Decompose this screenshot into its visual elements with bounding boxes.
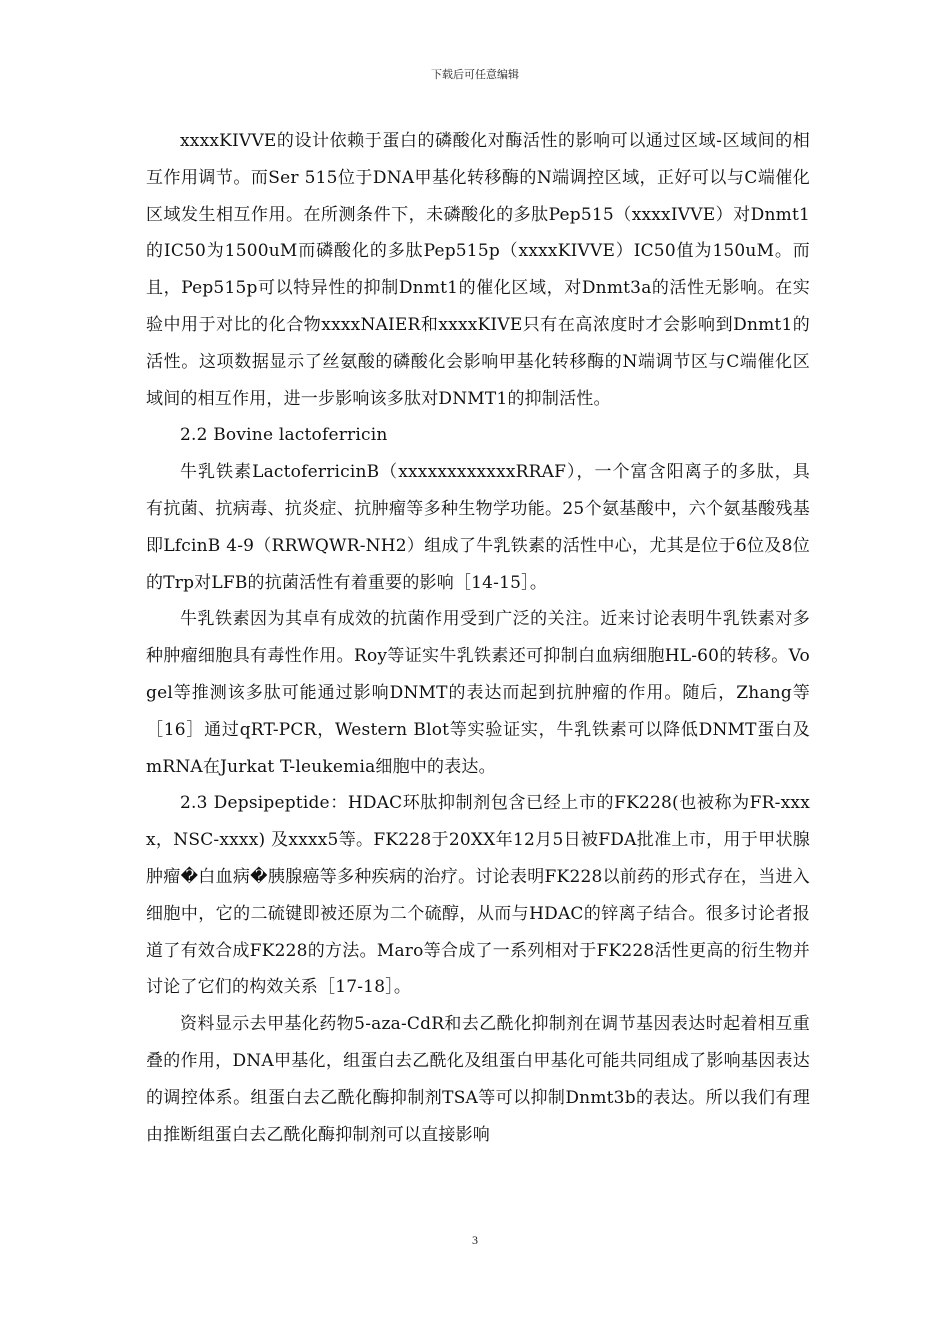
paragraph-depsipeptide: 2.3 Depsipeptide：HDAC环肽抑制剂包含已经上市的FK228(也被称为FR-xxxx，NSC-xxxx) 及xxxx5等。FK228于20XX年12月5日被FDA批准上市，用于甲状腺肿瘤�白血病�胰腺癌等多种疾病的治疗。讨论表明FK228以前药的形式存在，当进入细胞中，它的二硫键即被还原为二个硫醇，从而与HDAC的锌离子结合。很多讨论者报道了有效合成FK228的方法。Maro等合成了一系列相对于FK228活性更高的衍生物并讨论了它们的构效关系［17-18］。	[146, 793, 810, 998]
page-header: 下载后可任意编辑	[431, 68, 519, 81]
paragraph-lactoferricin-antitumor: 牛乳铁素因为其卓有成效的抗菌作用受到广泛的关注。近来讨论表明牛乳铁素对多种肿瘤细胞具有毒性作用。Roy等证实牛乳铁素还可抑制白血病细胞HL-60的转移。Vogel等推测该多肽可能通过影响DNMT的表达而起到抗肿瘤的作用。随后，Zhang等［16］通过qRT-PCR，Western Blot等实验证实，牛乳铁素可以降低DNMT蛋白及mRNA在Jurkat T-leukemia细胞中的表达。	[146, 609, 810, 777]
section-heading-2-2: 2.2 Bovine lactoferricin	[180, 425, 388, 446]
paragraph-demethylation: 资料显示去甲基化药物5-aza-CdR和去乙酰化抑制剂在调节基因表达时起着相互重叠的作用，DNA甲基化，组蛋白去乙酰化及组蛋白甲基化可能共同组成了影响基因表达的调控体系。组蛋白去乙酰化酶抑制剂TSA等可以抑制Dnmt3b的表达。所以我们有理由推断组蛋白去乙酰化酶抑制剂可以直接影响	[146, 1014, 810, 1145]
paragraph-lactoferricin-intro: 牛乳铁素LactoferricinB（xxxxxxxxxxxxRRAF），一个富含阳离子的多肽，具有抗菌、抗病毒、抗炎症、抗肿瘤等多种生物学功能。25个氨基酸中，六个氨基酸残基即LfcinB 4-9（RRWQWR-NH2）组成了牛乳铁素的活性中心，尤其是位于6位及8位的Trp对LFB的抗菌活性有着重要的影响［14-15］。	[146, 462, 810, 593]
document-body	[146, 123, 810, 1153]
paragraph-peptide-515: xxxxKIVVE的设计依赖于蛋白的磷酸化对酶活性的影响可以通过区域-区域间的相互作用调节。而Ser 515位于DNA甲基化转移酶的N端调控区域，正好可以与C端催化区域发生相互作用。在所测条件下，未磷酸化的多肽Pep515（xxxxIVVE）对Dnmt1的IC50为1500uM而磷酸化的多肽Pep515p（xxxxKIVVE）IC50值为150uM。而且，Pep515p可以特异性的抑制Dnmt1的催化区域，对Dnmt3a的活性无影响。在实验中用于对比的化合物xxxxNAIER和xxxxKIVE只有在高浓度时才会影响到Dnmt1的活性。这项数据显示了丝氨酸的磷酸化会影响甲基化转移酶的N端调节区与C端催化区域间的相互作用，进一步影响该多肽对DNMT1的抑制活性。	[146, 131, 810, 409]
page-number: 3	[472, 1233, 478, 1247]
